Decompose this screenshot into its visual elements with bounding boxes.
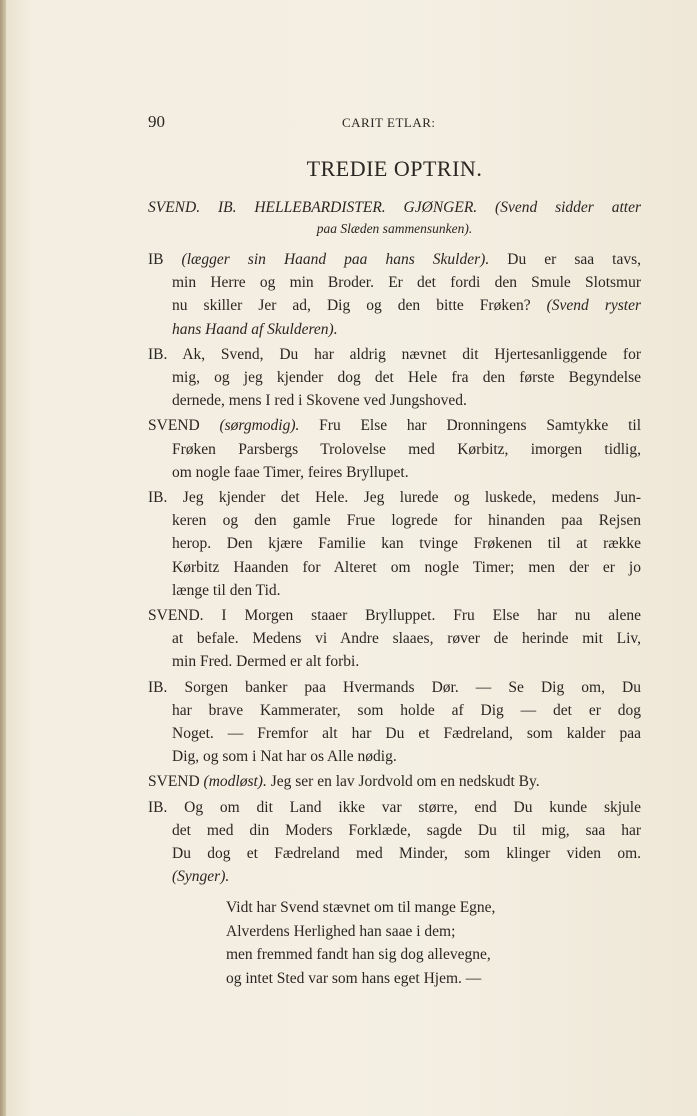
speech-line [148, 461, 641, 484]
speech-text: Jeg ser en lav Jordvold om en nedskudt By. [266, 773, 540, 791]
speech-text: Fru Else har Dronningens Samtykke til [299, 417, 642, 435]
speech-line [148, 556, 641, 579]
speech-text: om nogle faae Timer, feires Bryllupet. [172, 463, 409, 481]
speech-block [148, 604, 641, 674]
speech-text: Du dog et Fædreland med Minder, som klinger viden om. [172, 845, 641, 863]
speech-line [148, 796, 641, 819]
speech-text: Noget. — Fremfor alt har Du et Fædreland, som kalder paa [172, 725, 641, 743]
verse-line: men fremmed fandt han sig dog allevegne, [226, 946, 491, 963]
speech-line [148, 532, 641, 555]
speech-text: Sorgen banker paa Hvermands Dør. — Se Dig om, Du [167, 678, 641, 696]
page-spine-shadow [0, 0, 6, 1116]
speech-line [148, 248, 641, 271]
speech-text: Ak, Svend, Du har aldrig nævnet dit Hjertesanliggende for [167, 345, 641, 363]
speaker-name: IB. [148, 345, 168, 363]
speech-text: Dig, og som i Nat har os Alle nødig. [172, 748, 397, 766]
running-head: CARIT ETLAR: [342, 115, 436, 130]
speech-line [148, 318, 641, 341]
speech-text: keren og den gamle Frue logrede for hinanden paa Rejsen [172, 512, 641, 530]
speech-line [148, 366, 641, 389]
speech-line [148, 842, 641, 865]
persons-line-2: paa Slæden sammensunken). [316, 221, 473, 236]
speech-text: herop. Den kjære Familie kan tvinge Frøkenen til at række [172, 535, 641, 553]
speech-line [148, 343, 641, 366]
verse-line: Alverdens Herlighed han saae i dem; [226, 922, 456, 940]
speech-text: Kørbitz Haanden for Alteret om nogle Timer; men der er jo [172, 558, 641, 576]
verse-line: og intet Sted var som hans eget Hjem. — [226, 969, 482, 987]
speech-text: at befale. Medens vi Andre slaaes, røver de herinde mit Liv, [172, 630, 641, 648]
speaker-name: SVEND [148, 417, 200, 435]
speech-text: det med din Moders Forklæde, sagde Du til mig, saa har [172, 821, 641, 839]
verse-line: Vidt har Svend stævnet om til mange Egne, [226, 899, 496, 916]
speech-text: har brave Kammerater, som holde af Dig — det er dog [172, 701, 641, 719]
speech-line [148, 294, 641, 317]
speaker-name: IB [148, 251, 164, 268]
speech-line [148, 486, 641, 509]
speech-block [148, 796, 641, 889]
speech-text: I Morgen staaer Brylluppet. Fru Else har nu alene [203, 607, 641, 625]
speech-text: nu skiller Jer ad, Dig og den bitte Frøken? [172, 297, 547, 315]
speech-line [148, 722, 641, 745]
page-number: 90 [148, 112, 165, 131]
speaker-name: IB. [148, 798, 168, 816]
stage-direction: (modløst). [199, 773, 267, 791]
speech-line [148, 509, 641, 532]
speech-line [148, 770, 641, 793]
speech-line [148, 389, 641, 412]
speech-block [148, 676, 641, 769]
dramatis-personae [148, 197, 641, 239]
speech-line [148, 627, 641, 650]
speaker-name: SVEND. [148, 607, 204, 625]
speech-line [148, 745, 641, 768]
speech-line [148, 650, 641, 673]
speaker-name: SVEND [148, 773, 200, 791]
speaker-name: IB. [148, 489, 168, 507]
song-verse [226, 896, 626, 990]
dialogue-body [148, 248, 641, 890]
speech-text: længe til den Tid. [172, 581, 281, 599]
speech-line [148, 865, 641, 888]
speech-block [148, 414, 641, 484]
speaker-name: IB. [148, 678, 168, 696]
speech-text: min Herre og min Broder. Er det fordi den Smule Slotsmur [172, 274, 641, 292]
speech-line [148, 604, 641, 627]
persons-line-1: SVEND. IB. HELLEBARDISTER. GJØNGER. (Svend sidder atter [148, 199, 641, 216]
speech-text: Jeg kjender det Hele. Jeg lurede og luskede, medens Jun- [167, 489, 641, 507]
speech-line [148, 699, 641, 722]
speech-line [148, 438, 641, 461]
speech-line [148, 819, 641, 842]
speech-text: min Fred. Dermed er alt forbi. [172, 653, 360, 671]
speech-block [148, 248, 641, 341]
speech-line [148, 579, 641, 602]
speech-text: dernede, mens I red i Skovene ved Jungshoved. [172, 392, 467, 410]
speech-block [148, 486, 641, 602]
stage-direction: hans Haand af Skulderen). [172, 320, 338, 338]
page-header [148, 112, 641, 132]
speech-text: Du er saa tavs, [489, 251, 642, 268]
speech-block [148, 770, 641, 793]
speech-text: mig, og jeg kjender dog det Hele fra den første Begyndelse [172, 369, 641, 387]
speech-text: Og om dit Land ikke var større, end Du kunde skjule [167, 798, 641, 816]
speech-line [148, 676, 641, 699]
stage-direction: (lægger sin Haand paa hans Skulder). [163, 251, 490, 268]
speech-line [148, 414, 641, 437]
stage-direction: (Synger). [172, 868, 230, 886]
speech-line [148, 271, 641, 294]
stage-direction: (sørgmodig). [199, 417, 300, 435]
speech-block [148, 343, 641, 413]
scene-title: TREDIE OPTRIN. [306, 156, 483, 181]
stage-direction: (Svend ryster [546, 297, 641, 315]
speech-text: Frøken Parsbergs Trolovelse med Kørbitz, imorgen tidlig, [172, 440, 641, 458]
